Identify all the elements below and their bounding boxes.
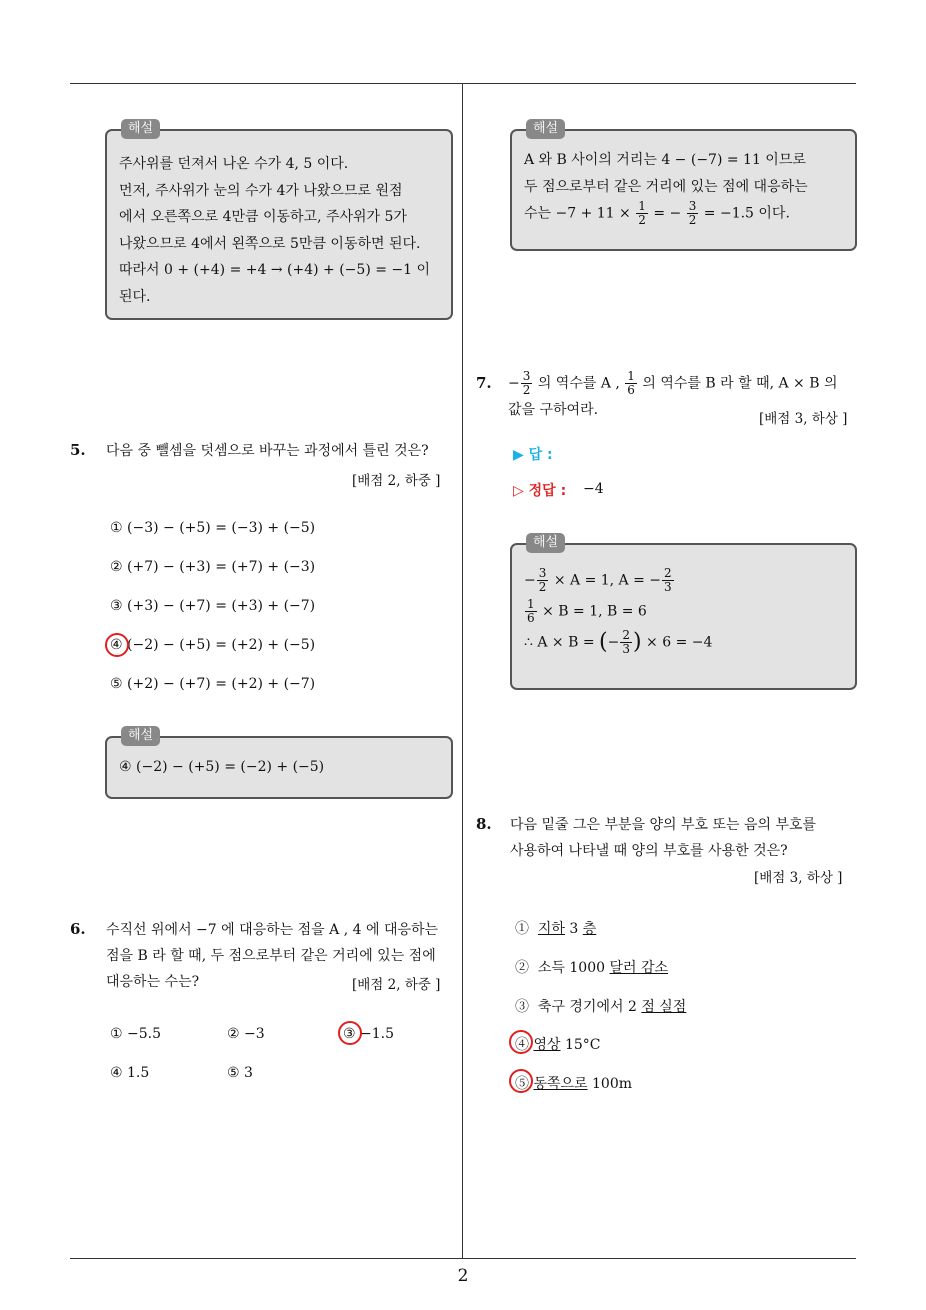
option-2[interactable]: ② 소득 1000 달러 감소 [515,960,669,976]
correct-answer-value: −4 [583,481,604,497]
fraction: $\frac{2}{3}$ [664,566,672,594]
explanation-box-q7 [510,535,857,690]
question-line: 사용하여 나타낼 때 양의 부호를 사용한 것은? [510,843,788,859]
option-1[interactable]: ① (−3) − (+5) = (−3) + (−5) [110,520,316,536]
fraction: $\frac{1}{6}$ [627,369,635,397]
explanation-line: 따라서 0 + (+4) = +4 → (+4) + (−5) = −1 이 [119,262,431,278]
option-4[interactable]: ④ 1.5 [110,1065,150,1081]
question-points: [배점 3, 하상 ] [754,870,843,886]
fraction: $\frac{1}{6}$ [527,597,535,625]
question-number: 6. [70,920,86,938]
option-4[interactable]: ④ (−2) − (+5) = (+2) + (−5) [110,637,316,653]
explanation-line: ④ (−2) − (+5) = (−2) + (−5) [119,759,325,775]
explanation-line: 두 점으로부터 같은 거리에 있는 점에 대응하는 [524,178,808,195]
option-5[interactable]: ⑤ (+2) − (+7) = (+2) + (−7) [110,676,316,692]
question-points: [배점 3, 하상 ] [759,411,848,427]
option-3[interactable]: ③ (+3) − (+7) = (+3) + (−7) [110,598,316,614]
answer-mark-circle [509,1030,533,1054]
question-line: 값을 구하여라. [508,402,599,418]
explanation-line: 나왔으므로 4에서 왼쪽으로 5만큼 이동하면 된다. [119,235,421,252]
explanation-line: $\frac{1}{6}$ × B = 1, B = 6 [527,597,647,625]
fraction: $\frac{3}{2}$ [522,369,531,397]
option-5[interactable]: ⑤ 3 [227,1065,253,1081]
explanation-line: 된다. [119,288,151,305]
question-text [510,812,862,864]
question-text: 다음 중 뺄셈을 덧셈으로 바꾸는 과정에서 틀린 것은? [106,443,429,459]
header-rule [70,83,856,84]
fraction: $\frac{3}{2}$ [688,199,697,227]
page-number: 2 [457,1266,469,1286]
answer-mark-circle [509,1069,533,1093]
explanation-line: 수는 −7 + 11 × $\frac{1}{2}$ = − $\frac{3}{2}$ = −1.5 이다. [524,199,790,227]
fraction: $\frac{2}{3}$ [622,628,630,656]
column-divider [462,83,463,1258]
explanation-line: 먼저, 주사위가 눈의 수가 4가 나왔으므로 원점 [119,182,403,199]
question-line: 대응하는 수는? [106,974,200,990]
explanation-line: 주사위를 던져서 나온 수가 4, 5 이다. [119,156,349,172]
explanation-tag: 해설 [121,726,160,746]
option-3[interactable]: ③ −1.5 [343,1026,394,1042]
answer-mark-circle [338,1021,362,1045]
question-line: − $\frac{3}{2}$ 의 역수를 A , $\frac{1}{6}$ 의 역수를 B 라 할 때, A × B 의 [508,369,838,397]
answer-label[interactable]: ▶ 답 : [513,447,553,463]
answer-mark-circle [105,633,129,657]
explanation-line: 에서 오른쪽으로 4만큼 이동하고, 주사위가 5가 [119,209,407,225]
explanation-tag: 해설 [526,119,565,139]
fraction: $\frac{1}{2}$ [638,199,646,227]
question-line: 다음 밑줄 그은 부분을 양의 부호 또는 음의 부호를 [510,817,817,833]
explanation-box-q5 [105,728,453,799]
correct-answer-label: ▷ 정답 : [513,483,567,499]
option-4[interactable]: ④ 영상 15°C [515,1037,601,1053]
option-1[interactable]: ① −5.5 [110,1026,161,1042]
option-5[interactable]: ⑤ 동쪽으로 100m [515,1076,633,1092]
explanation-tag: 해설 [526,533,565,553]
explanation-box-dice [105,121,453,320]
explanation-box-distance [510,121,857,251]
option-1[interactable]: ① 지하 3 층 [515,921,597,937]
explanation-line: − $\frac{3}{2}$ × A = 1, A = − $\frac{2}{3}$ [524,566,672,594]
explanation-line: A 와 B 사이의 거리는 4 − (−7) = 11 이므로 [524,152,806,168]
question-number: 5. [70,441,86,459]
question-line: 점을 B 라 할 때, 두 점으로부터 같은 거리에 있는 점에 [106,948,436,964]
option-2[interactable]: ② (+7) − (+3) = (+7) + (−3) [110,559,316,575]
question-points: [배점 2, 하중 ] [352,473,441,489]
option-3[interactable]: ③ 축구 경기에서 2 점 실점 [515,999,687,1015]
fraction: $\frac{3}{2}$ [538,566,547,594]
footer-rule [70,1258,856,1259]
question-number: 8. [476,815,492,833]
explanation-line: ∴ A × B = (− $\frac{2}{3}$ ) × 6 = −4 [524,628,713,656]
question-points: [배점 2, 하중 ] [352,977,441,993]
explanation-tag: 해설 [121,119,160,139]
question-line: 수직선 위에서 −7 에 대응하는 점을 A , 4 에 대응하는 [106,922,439,938]
question-number: 7. [476,374,492,392]
option-2[interactable]: ② −3 [227,1026,265,1042]
